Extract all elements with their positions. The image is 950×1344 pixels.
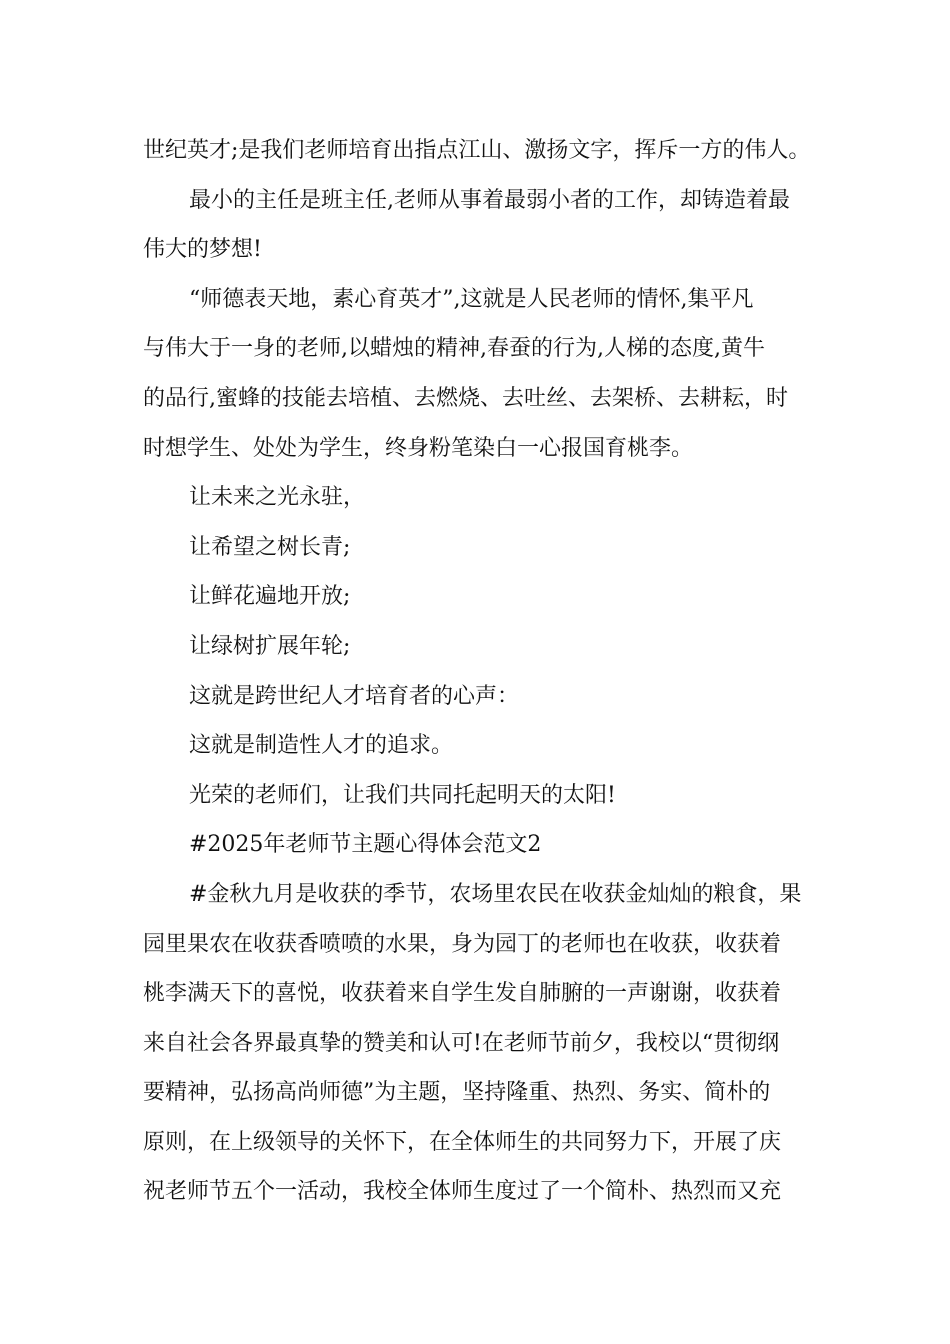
text-line: 光荣的老师们，让我们共同托起明天的太阳! — [189, 782, 616, 808]
text-line: 桃李满天下的喜悦，收获着来自学生发自肺腑的一声谢谢，收获着 — [143, 981, 782, 1007]
text-line: 这就是跨世纪人才培育者的心声： — [189, 683, 520, 709]
text-line: 原则，在上级领导的关怀下，在全体师生的共同努力下，开展了庆 — [143, 1129, 782, 1155]
text-line: 让绿树扩展年轮; — [189, 633, 351, 659]
text-line: 园里果农在收获香喷喷的水果，身为园丁的老师也在收获，收获着 — [143, 931, 782, 957]
text-line: 祝老师节五个一活动，我校全体师生度过了一个简朴、热烈而又充 — [143, 1179, 782, 1205]
text-line: 让鲜花遍地开放; — [189, 584, 351, 610]
text-line: 伟大的梦想! — [143, 237, 262, 263]
text-line: 来自社会各界最真挚的赞美和认可!在老师节前夕，我校以“贯彻纲 — [143, 1030, 780, 1056]
text-line: 这就是制造性人才的追求。 — [189, 733, 454, 759]
text-line: 的品行,蜜蜂的技能去培植、去燃烧、去吐丝、去架桥、去耕耘，时 — [143, 385, 788, 411]
text-line: 与伟大于一身的老师,以蜡烛的精神,春蚕的行为,人梯的态度,黄牛 — [143, 336, 765, 362]
text-line: 世纪英才;是我们老师培育出指点江山、激扬文字，挥斥一方的伟人。 — [143, 138, 811, 163]
text-line: 最小的主任是班主任,老师从事着最弱小者的工作，却铸造着最 — [189, 187, 790, 213]
text-line: 时想学生、处处为学生，终身粉笔染白一心报国育桃李。 — [143, 435, 694, 461]
section-heading: #2025年老师节主题心得体会范文2 — [189, 832, 542, 858]
text-line: 让希望之树长青; — [189, 534, 351, 560]
document-body — [143, 126, 823, 1217]
text-line: “师德表天地，素心育英才”,这就是人民老师的情怀,集平凡 — [189, 286, 754, 312]
text-line: 让未来之光永驻， — [189, 485, 366, 511]
text-line: 要精神，弘扬高尚师德”为主题，坚持隆重、热烈、务实、简朴的 — [143, 1080, 771, 1106]
text-line: #金秋九月是收获的季节，农场里农民在收获金灿灿的粮食，果 — [189, 881, 802, 907]
